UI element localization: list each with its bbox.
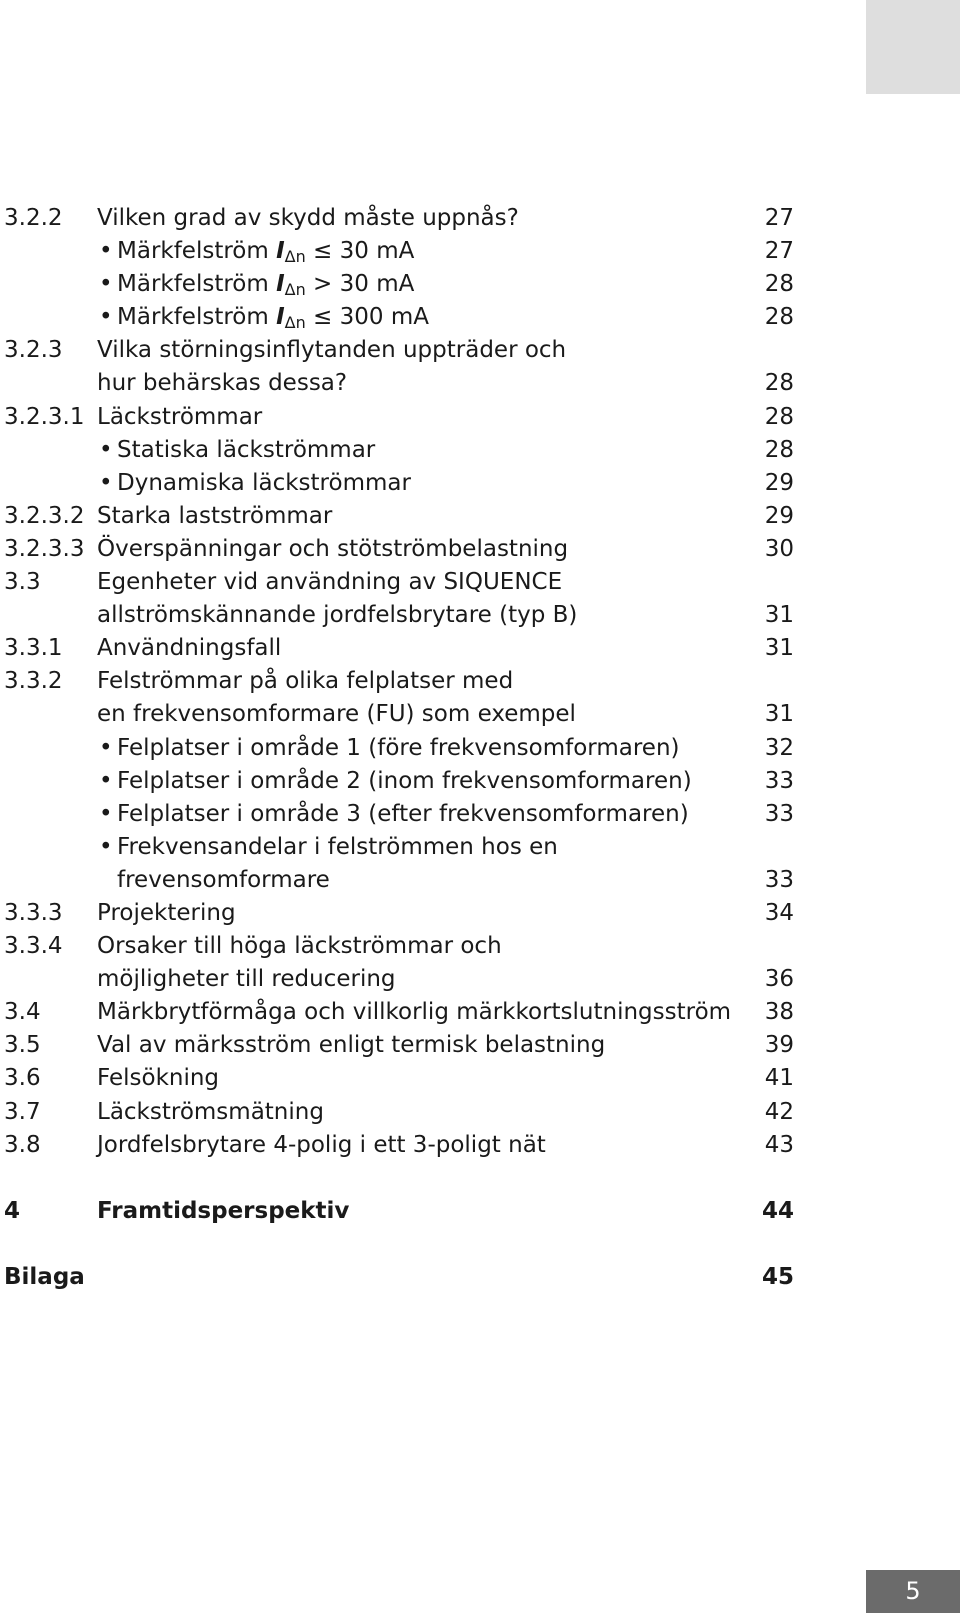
toc-title: Statiska läckströmmar: [117, 436, 376, 463]
toc-number: 3.2.3.2: [4, 502, 85, 529]
toc-entry[interactable]: [4, 599, 794, 632]
bullet-icon: •: [99, 734, 113, 761]
toc-entry[interactable]: [4, 566, 794, 599]
toc-title: Överspänningar och stötströmbelastning: [97, 535, 569, 562]
toc-page: 27: [764, 205, 794, 231]
symbol-i: I: [276, 271, 285, 298]
toc-title-value: > 30 mA: [305, 271, 415, 298]
toc-page: 41: [764, 1065, 794, 1092]
toc-page: 28: [764, 271, 794, 298]
toc-title: Egenheter vid användning av SIQUENCE: [97, 569, 563, 596]
toc-title-value: ≤ 30 mA: [305, 238, 415, 265]
toc-number: 3.4: [4, 999, 41, 1026]
toc-title: Felplatser i område 2 (inom frekvensomformaren): [117, 767, 692, 794]
bullet-icon: •: [99, 833, 113, 860]
toc-title: Användningsfall: [97, 635, 282, 662]
toc-number: 3.3.1: [4, 635, 63, 662]
toc-entry[interactable]: [4, 996, 794, 1029]
toc-title: Felströmmar på olika felplatser med: [97, 668, 514, 695]
bullet-icon: •: [99, 238, 113, 265]
toc-page: 34: [764, 899, 794, 926]
toc-number: 3.3: [4, 569, 41, 596]
toc-entry[interactable]: [4, 831, 794, 864]
bullet-icon: •: [99, 436, 113, 463]
toc-title: frevensomformare: [117, 866, 330, 893]
toc-title: en frekvensomformare (FU) som exempel: [97, 701, 576, 728]
toc-title: Läckströmmar: [97, 403, 263, 430]
bullet-icon: •: [99, 767, 113, 794]
bullet-icon: •: [99, 469, 113, 496]
toc-page: 36: [764, 966, 794, 993]
toc-page: 31: [764, 635, 794, 662]
bullet-icon: •: [99, 304, 113, 331]
toc-entry[interactable]: [4, 930, 794, 963]
toc-number: 3.3.4: [4, 933, 63, 960]
toc-entry[interactable]: [4, 864, 794, 897]
toc-title: allströmskännande jordfelsbrytare (typ B): [97, 602, 578, 629]
toc-page: 28: [764, 403, 794, 430]
toc-title-text: Märkfelström: [117, 304, 277, 331]
toc-page: 28: [764, 436, 794, 463]
bullet-icon: •: [99, 271, 113, 298]
toc-page: 30: [764, 535, 794, 562]
toc-number: Bilaga: [4, 1264, 85, 1290]
toc-title: möjligheter till reducering: [97, 966, 396, 993]
toc-number: 3.6: [4, 1065, 41, 1092]
toc-title: Vilka störningsinflytanden uppträder och: [97, 337, 567, 364]
toc-page: 44: [761, 1197, 794, 1224]
toc-title: Val av märksström enligt termisk belastning: [97, 1032, 606, 1059]
toc-number: 3.8: [4, 1131, 41, 1158]
toc-page: 33: [764, 866, 794, 893]
toc-entry[interactable]: [4, 1062, 794, 1095]
symbol-i: I: [276, 238, 285, 265]
toc-page: 45: [761, 1264, 794, 1290]
table-of-contents: [4, 202, 794, 1294]
toc-title: Framtidsperspektiv: [97, 1197, 350, 1224]
toc-entry[interactable]: [4, 1096, 794, 1129]
toc-entry[interactable]: [4, 1261, 794, 1294]
toc-page: 31: [764, 701, 794, 728]
toc-entry[interactable]: [4, 632, 794, 665]
toc-number: 3.3.3: [4, 899, 63, 926]
toc-entry[interactable]: [4, 665, 794, 698]
toc-entry[interactable]: [4, 202, 794, 235]
toc-title-text: Märkfelström: [117, 271, 277, 298]
toc-page: 28: [764, 304, 794, 331]
toc-page: 29: [764, 469, 794, 496]
toc-page: 28: [764, 370, 794, 397]
toc-entry[interactable]: [4, 467, 794, 500]
bullet-icon: •: [99, 800, 113, 827]
toc-page: 29: [764, 502, 794, 529]
symbol-subscript: Δn: [284, 247, 306, 267]
toc-title-value: ≤ 300 mA: [305, 304, 429, 331]
toc-entry[interactable]: [4, 533, 794, 566]
toc-title: Orsaker till höga läckströmmar och: [97, 933, 502, 960]
toc-entry[interactable]: [4, 1129, 794, 1162]
toc-page: 33: [764, 767, 794, 794]
toc-entry[interactable]: [4, 1195, 794, 1228]
symbol-subscript: Δn: [284, 313, 306, 333]
toc-title: Starka lastströmmar: [97, 502, 333, 529]
toc-entry[interactable]: [4, 268, 794, 301]
toc-title: hur behärskas dessa?: [97, 370, 348, 397]
toc-page: 32: [764, 734, 794, 761]
symbol-subscript: Δn: [284, 280, 306, 300]
toc-page: 27: [764, 238, 794, 265]
toc-title: Jordfelsbrytare 4-polig i ett 3-poligt nät: [97, 1131, 546, 1158]
toc-entry[interactable]: [4, 401, 794, 434]
toc-entry[interactable]: [4, 301, 794, 334]
toc-title: Felplatser i område 1 (före frekvensomformaren): [117, 734, 680, 761]
toc-number: 3.5: [4, 1032, 41, 1059]
toc-number: 4: [4, 1197, 21, 1224]
toc-spacer: [4, 1162, 794, 1195]
toc-title: Märkbrytförmåga och villkorlig märkkortslutningsström: [97, 999, 732, 1026]
toc-entry[interactable]: [4, 897, 794, 930]
toc-title: Projektering: [97, 899, 236, 926]
toc-number: 3.3.2: [4, 668, 63, 695]
toc-entry[interactable]: [4, 434, 794, 467]
toc-page: 38: [764, 999, 794, 1026]
toc-number: 3.2.3.1: [4, 403, 85, 430]
toc-title: Dynamiska läckströmmar: [117, 469, 411, 496]
toc-number: 3.2.3.3: [4, 535, 85, 562]
toc-entry[interactable]: [4, 765, 794, 798]
toc-title: Felsökning: [97, 1065, 220, 1092]
toc-number: 3.2.2: [4, 205, 63, 231]
toc-entry[interactable]: [4, 334, 794, 367]
toc-title: Vilken grad av skydd måste uppnås?: [97, 205, 519, 231]
toc-entry[interactable]: [4, 367, 794, 400]
toc-title: Frekvensandelar i felströmmen hos en: [117, 833, 558, 860]
corner-tab: [866, 0, 960, 94]
toc-page: 43: [764, 1131, 794, 1158]
toc-entry[interactable]: [4, 698, 794, 731]
toc-spacer: [4, 1228, 794, 1261]
toc-entry[interactable]: [4, 963, 794, 996]
toc-entry[interactable]: [4, 1029, 794, 1062]
toc-entry[interactable]: [4, 500, 794, 533]
toc-title: Felplatser i område 3 (efter frekvensomformaren): [117, 800, 689, 827]
toc-title-text: Märkfelström: [117, 238, 277, 265]
symbol-i: I: [276, 304, 285, 331]
toc-entry[interactable]: [4, 798, 794, 831]
toc-entry[interactable]: [4, 235, 794, 268]
page-number: 5: [866, 1570, 960, 1613]
toc-page: 39: [764, 1032, 794, 1059]
toc-title: Läckströmsmätning: [97, 1098, 324, 1125]
toc-number: 3.2.3: [4, 337, 63, 364]
toc-number: 3.7: [4, 1098, 41, 1125]
toc-page: 33: [764, 800, 794, 827]
toc-page: 42: [764, 1098, 794, 1125]
toc-entry[interactable]: [4, 732, 794, 765]
toc-page: 31: [764, 602, 794, 629]
